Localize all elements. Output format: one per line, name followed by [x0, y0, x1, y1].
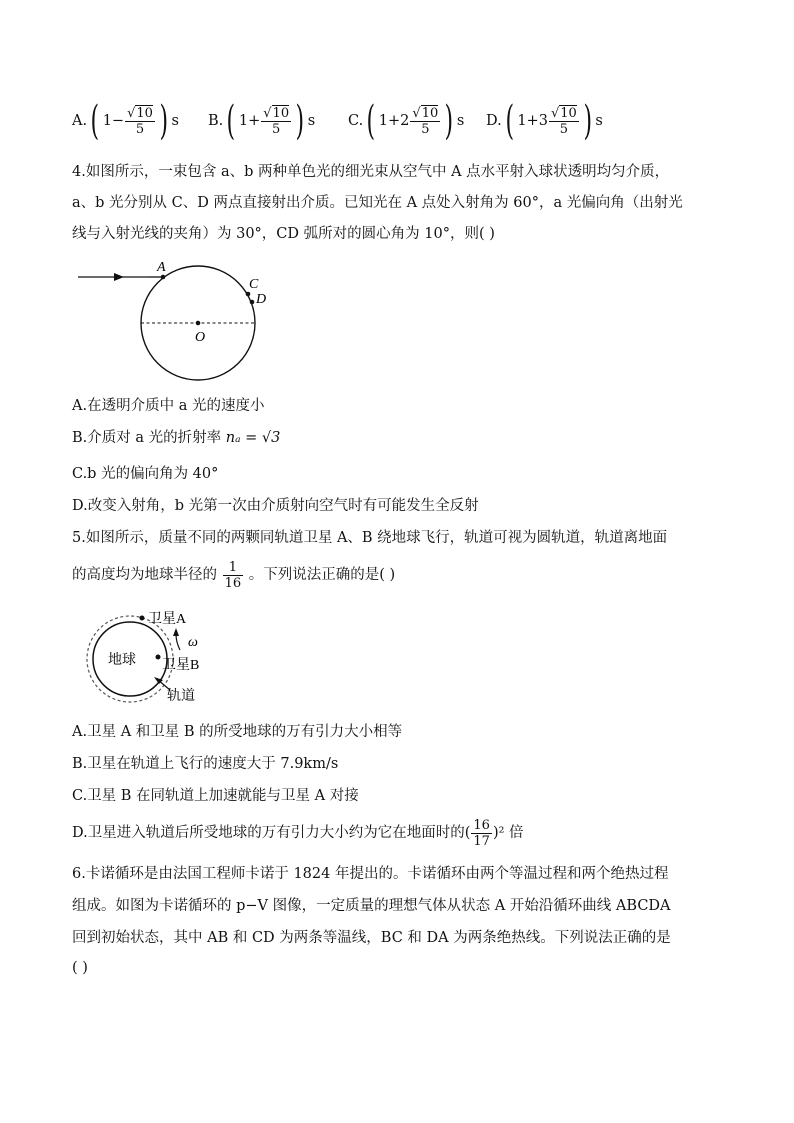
q4-option-b[interactable]: B.介质对 a 光的折射率 nₐ = √3: [72, 430, 281, 446]
q4-option-c[interactable]: C.b 光的偏向角为 40°: [72, 466, 219, 482]
satellite-b-dot: [156, 655, 161, 660]
earth-label: 地球: [108, 653, 136, 668]
omega-arrow-head-icon: [173, 628, 179, 636]
orbit-label: 轨道: [167, 689, 195, 704]
incident-ray-arrow-icon: [114, 273, 124, 281]
q6-stem-line-1: 6.卡诺循环是由法国工程师卡诺于 1824 年提出的。卡诺循环由两个等温过程和两个绝热过程: [72, 866, 669, 882]
q5-option-d[interactable]: D.卫星进入轨道后所受地球的万有引力大小约为它在地面时的( $\frac{16}{17}$ )² 倍: [72, 817, 524, 849]
q6-stem-line-3: 回到初始状态，其中 AB 和 CD 为两条等温线，BC 和 DA 为两条绝热线。下列说法正确的是: [72, 930, 671, 946]
q4-option-a[interactable]: A.在透明介质中 a 光的速度小: [72, 398, 265, 414]
label-d: D: [256, 292, 267, 307]
point-d-dot: [250, 300, 255, 305]
q6-stem-line-4: ( ): [72, 960, 88, 976]
q3-option-d[interactable]: D. ( 1+3 $\frac{√10}{5}$ ) s: [486, 98, 603, 144]
satellite-b-label: 卫星B: [162, 658, 200, 673]
point-a-dot: [161, 275, 166, 280]
satellite-a-dot: [140, 616, 145, 621]
label-o: O: [195, 330, 206, 345]
q5-stem-line-2: 的高度均为地球半径的 $\frac{1}{16}$ 。下列说法正确的是( ): [72, 559, 396, 591]
label-c: C: [249, 277, 259, 292]
q5-option-a[interactable]: A.卫星 A 和卫星 B 的所受地球的万有引力大小相等: [72, 724, 403, 740]
omega-label: ω: [188, 635, 198, 650]
q3-option-c[interactable]: C. ( 1+2 $\frac{√10}{5}$ ) s: [348, 98, 465, 144]
point-c-dot: [246, 292, 251, 297]
q4-stem-line-2: a、b 光分别从 C、D 两点直接射出介质。已知光在 A 点处入射角为 60°，a 光偏向角（出射光: [72, 195, 683, 211]
q6-stem-line-2: 组成。如图为卡诺循环的 p−V 图像，一定质量的理想气体从状态 A 开始沿循环曲线 ABCDA: [72, 898, 671, 914]
q4-sphere-figure: [70, 255, 300, 385]
q4-stem-line-3: 线与入射光线的夹角）为 30°，CD 弧所对的圆心角为 10°，则( ): [72, 226, 495, 242]
q4-option-d[interactable]: D.改变入射角，b 光第一次由介质射向空气时有可能发生全反射: [72, 498, 479, 514]
q4-stem-line-1: 4.如图所示，一束包含 a、b 两种单色光的细光束从空气中 A 点水平射入球状透明均匀介质，: [72, 164, 670, 180]
label-a: A: [157, 260, 166, 275]
q5-orbit-figure: [78, 604, 228, 708]
q5-option-c[interactable]: C.卫星 B 在同轨道上加速就能与卫星 A 对接: [72, 788, 359, 804]
satellite-a-label: 卫星A: [148, 612, 187, 627]
center-o-dot: [196, 321, 201, 326]
q3-option-a[interactable]: A. ( 1− $\frac{√10}{5}$ ) s: [72, 98, 179, 144]
q5-stem-line-1: 5.如图所示，质量不同的两颗同轨道卫星 A、B 绕地球飞行，轨道可视为圆轨道，轨道离地面: [72, 530, 668, 546]
omega-arrow: [176, 634, 180, 650]
q5-option-b[interactable]: B.卫星在轨道上飞行的速度大于 7.9km/s: [72, 756, 339, 772]
q3-option-b[interactable]: B. ( 1+ $\frac{√10}{5}$ ) s: [208, 98, 316, 144]
